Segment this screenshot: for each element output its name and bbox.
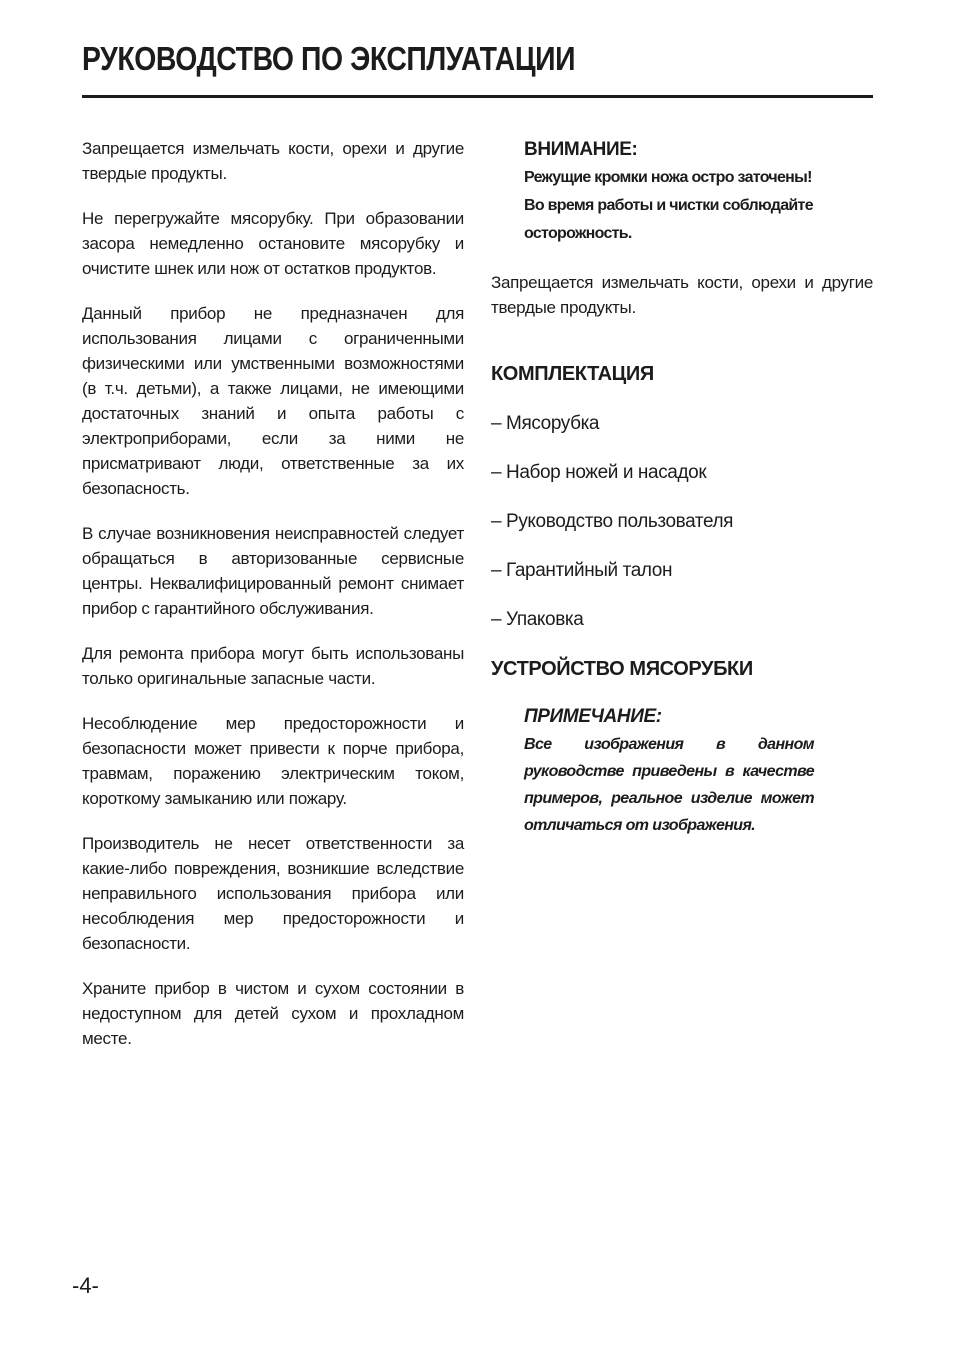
paragraph-storage: Храните прибор в чистом и сухом состоянии в недоступном для детей сухом и прохладном месте. (82, 979, 464, 1048)
page-title: РУКОВОДСТВО ПО ЭКСПЛУАТАЦИИ (82, 40, 576, 77)
right-column (491, 136, 873, 839)
paragraph-bones-warning: Запрещается измельчать кости, орехи и другие твердые продукты. (82, 139, 464, 183)
device-heading: УСТРОЙСТВО МЯСОРУБКИ (491, 658, 753, 680)
warning-block (524, 136, 824, 248)
note-text: Все изображения в данном руководстве приведены в качестве примеров, реальное изделие может отличаться от изображения. (524, 736, 814, 834)
package-list (491, 410, 873, 634)
warning-heading: ВНИМАНИЕ: (524, 139, 638, 160)
left-column (82, 136, 464, 1071)
list-item: – Гарантийный талон (491, 560, 673, 581)
title-divider (82, 95, 873, 98)
list-item: – Мясорубка (491, 413, 600, 434)
note-heading: ПРИМЕЧАНИЕ: (524, 706, 662, 727)
warning-text: Режущие кромки ножа остро заточены! Во время работы и чистки соблюдайте осторожность. (524, 169, 813, 242)
package-heading: КОМПЛЕКТАЦИЯ (491, 363, 654, 385)
list-item: – Упаковка (491, 609, 584, 630)
list-item: – Набор ножей и насадок (491, 462, 707, 483)
paragraph-bones-warning-repeat: Запрещается измельчать кости, орехи и другие твердые продукты. (491, 273, 873, 317)
paragraph-service-centers: В случае возникновения неисправностей следует обращаться в авторизованные сервисные центры. Неквалифицированный ремонт снимает прибор с гарантийного обслуживания. (82, 524, 464, 618)
paragraph-safety-consequences: Несоблюдение мер предосторожности и безопасности может привести к порче прибора, травмам, поражению электрическим током, короткому замыканию или пожару. (82, 714, 464, 808)
paragraph-liability: Производитель не несет ответственности за какие-либо повреждения, возникшие вследствие неправильного использования прибора или несоблюдения мер предосторожности и безопасности. (82, 834, 464, 953)
note-block (524, 703, 814, 839)
page-number: -4- (72, 1273, 99, 1298)
paragraph-restricted-users: Данный прибор не предназначен для использования лицами с ограниченными физическими или умственными возможностями (в т.ч. детьми), а также лицами, не имеющими достаточных знаний и опыта работы с электроприборами, если за ними не присматривают люди, ответственные за их безопасность. (82, 304, 464, 498)
paragraph-overload: Не перегружайте мясорубку. При образовании засора немедленно остановите мясорубку и очистите шнек или нож от остатков продуктов. (82, 209, 464, 278)
paragraph-original-parts: Для ремонта прибора могут быть использованы только оригинальные запасные части. (82, 644, 464, 688)
list-item: – Руководство пользователя (491, 511, 734, 532)
